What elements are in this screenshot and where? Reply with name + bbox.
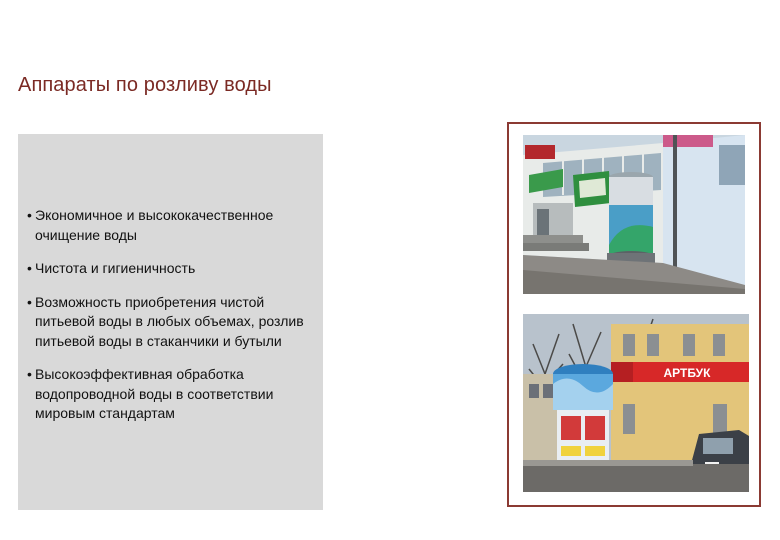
bullet-list: [27, 206, 319, 438]
bullet-item: [27, 206, 319, 245]
slide-title: Аппараты по розливу воды: [18, 74, 272, 96]
text-panel: [18, 134, 323, 510]
bullet-item: [27, 259, 319, 279]
bullet-item: [27, 365, 319, 424]
bullet-mark: •: [27, 260, 32, 276]
kiosk-shop-photo: [523, 314, 749, 492]
bullet-text: Чистота и гигиеничность: [35, 260, 196, 276]
photo-frame: [507, 122, 761, 507]
bullet-mark: •: [27, 207, 32, 223]
bullet-mark: •: [27, 293, 32, 310]
bullet-item: [27, 293, 319, 352]
kiosk-shop-image: [523, 314, 749, 492]
bullet-text: Экономичное и высококачественное очищение воды: [35, 207, 274, 243]
bullet-text: Высокоэффективная обработка водопроводной воды в соответствии мировым стандартам: [35, 366, 274, 421]
bullet-text: Возможность приобретения чистой питьевой воды в любых объемах, розлив питьевой воды в стаканчики и бутыли: [35, 293, 304, 349]
kiosk-street-photo: [523, 135, 745, 294]
bullet-mark: •: [27, 366, 32, 382]
shop-sign-text: АРТБУК: [663, 366, 711, 380]
kiosk-street-image: [523, 135, 745, 294]
